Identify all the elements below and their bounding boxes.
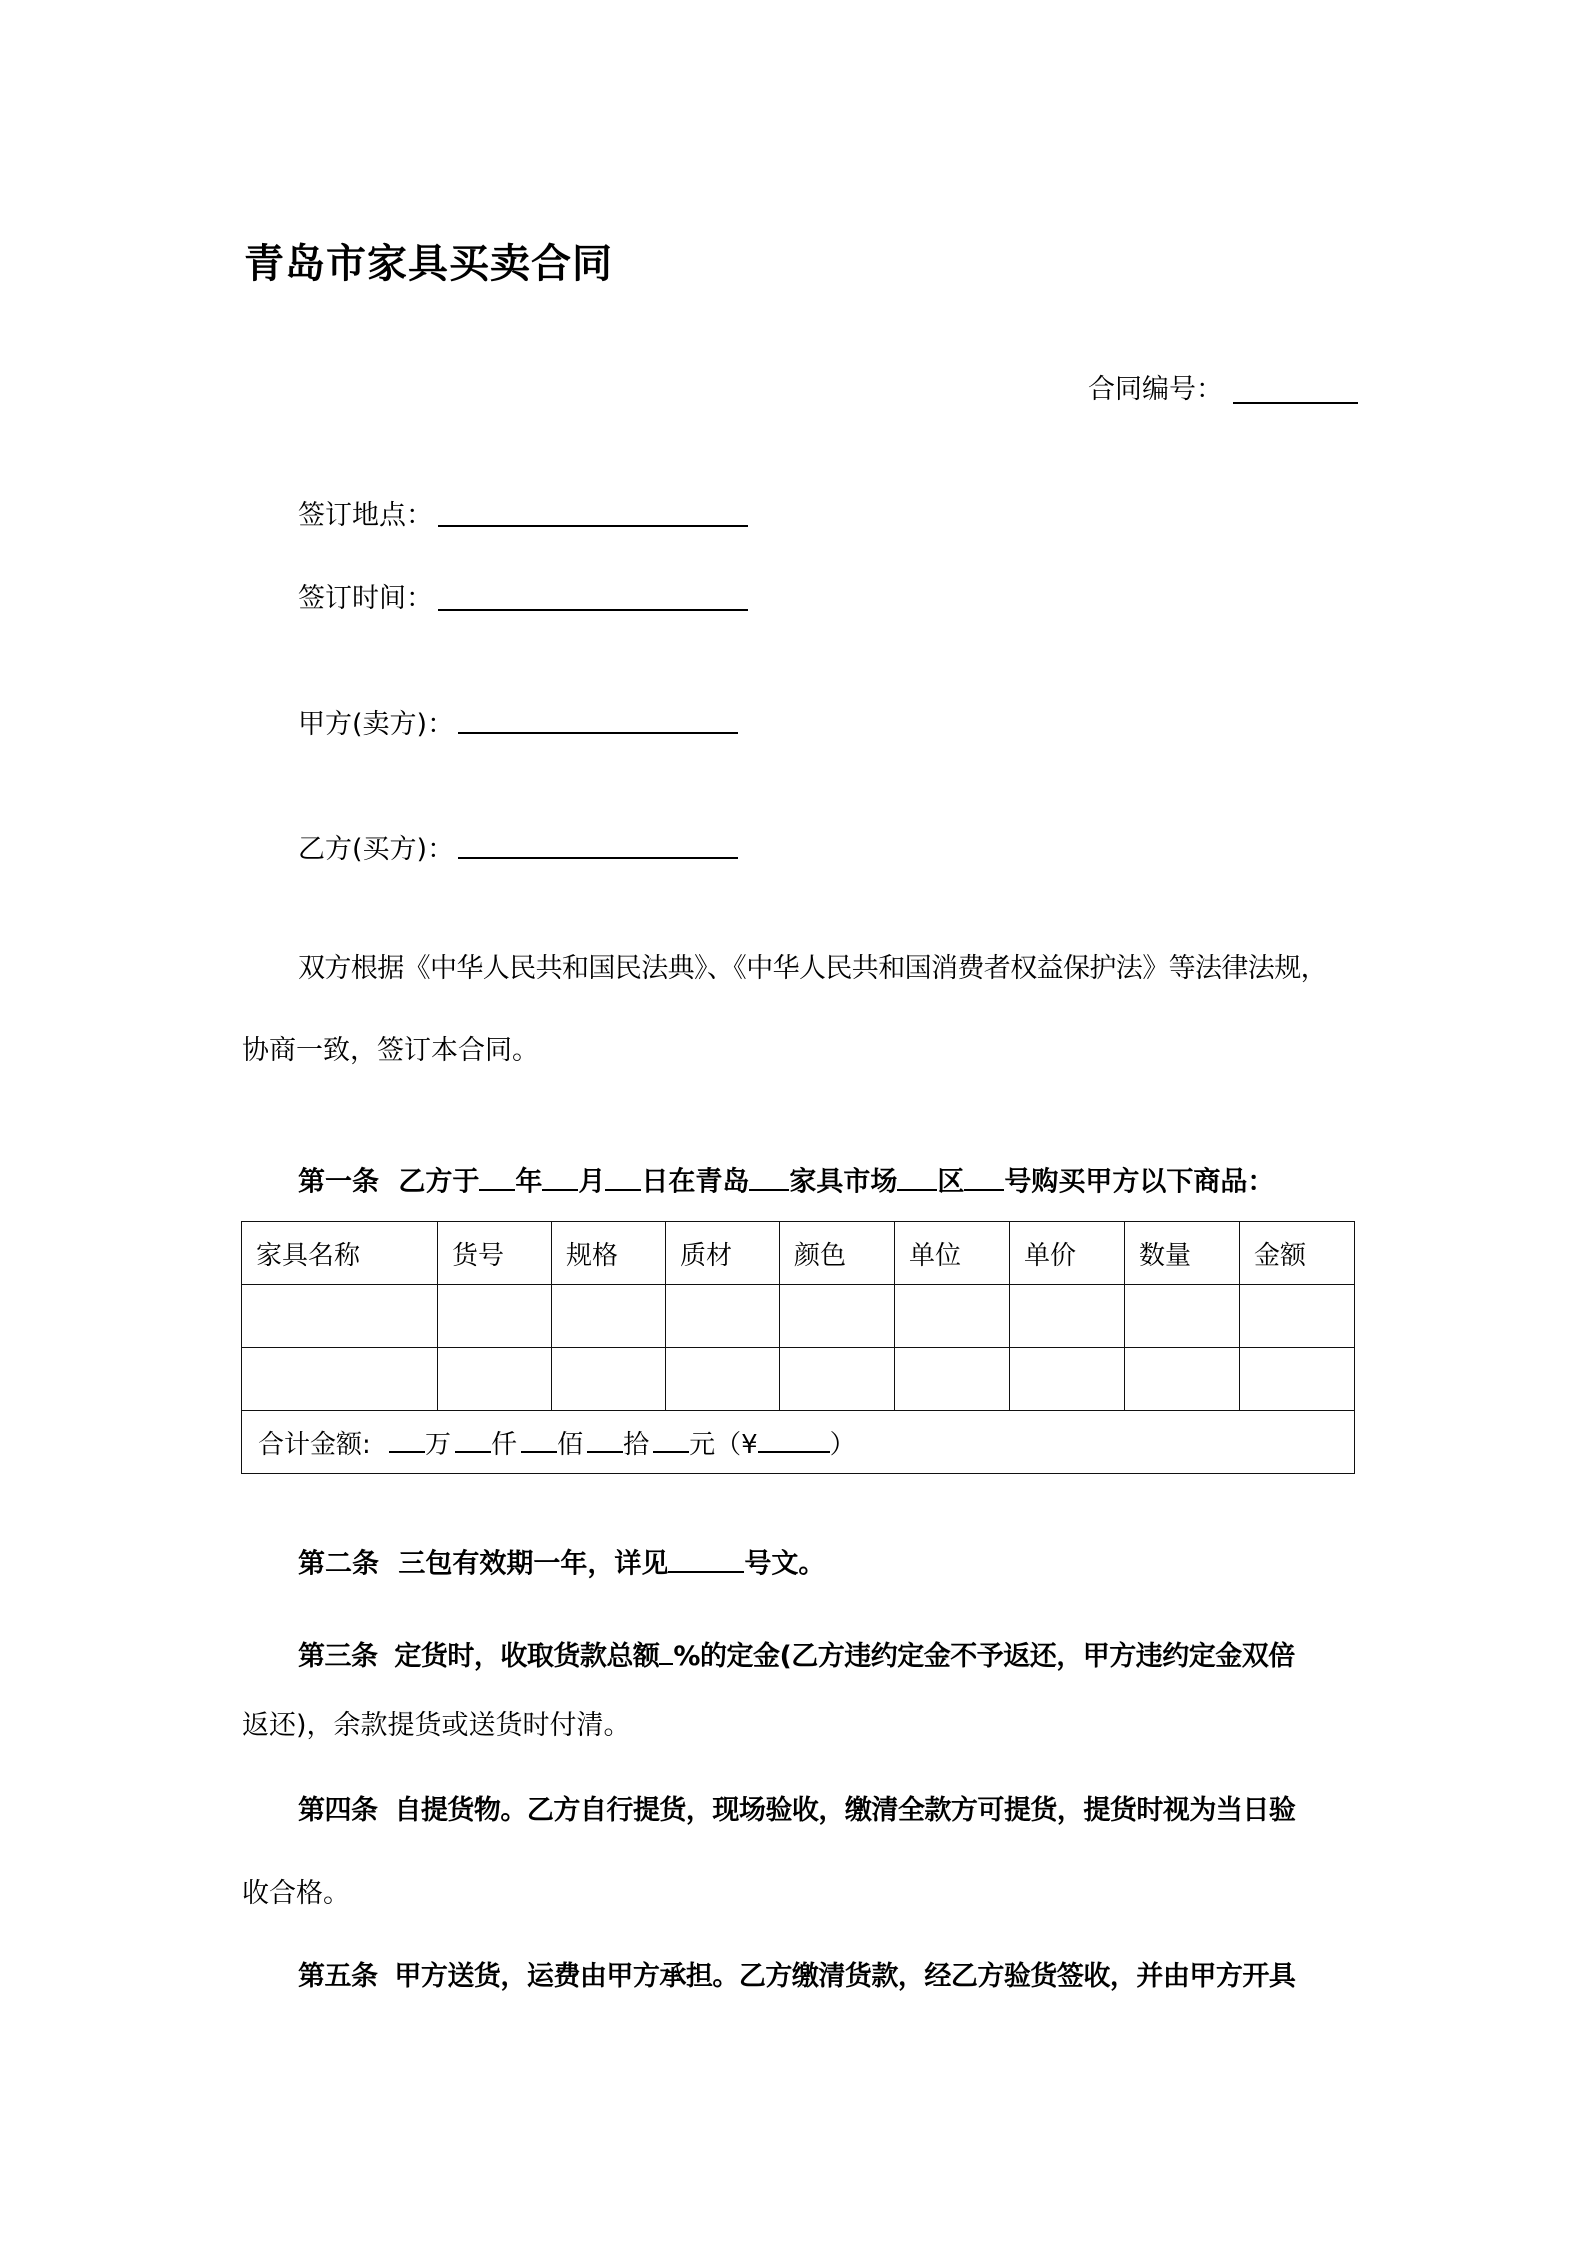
table-cell[interactable]: [552, 1348, 666, 1411]
table-cell[interactable]: [438, 1285, 552, 1348]
table-cell[interactable]: [780, 1348, 895, 1411]
article-1-text: 乙方于: [398, 1166, 480, 1198]
unit-yuan: 元: [689, 1429, 716, 1460]
market-blank[interactable]: [749, 1163, 789, 1191]
party-b-label: 乙方(买方)：: [298, 834, 455, 865]
article-5-heading: 第五条: [298, 1961, 378, 1992]
unit-bai: 佰: [557, 1429, 584, 1460]
signing-place-label: 签订地点：: [298, 500, 433, 531]
column-header-spec: 规格: [552, 1222, 666, 1285]
yen-open: （¥: [715, 1429, 758, 1460]
unit-wan: 万: [425, 1429, 452, 1460]
table-cell[interactable]: [438, 1348, 552, 1411]
column-header-material: 质材: [666, 1222, 780, 1285]
article-1-heading: 第一条: [298, 1166, 379, 1198]
article-2-heading: 第二条: [298, 1548, 379, 1580]
preamble-line-2: 协商一致，签订本合同。: [242, 1035, 539, 1066]
article-2-text-before: 三包有效期一年，详见: [398, 1548, 669, 1580]
column-header-item-no: 货号: [438, 1222, 552, 1285]
article-2-text-after: 号文。: [744, 1548, 826, 1580]
article-4-line-1: [298, 1797, 1295, 1824]
article-3-text-after: %的定金(乙方违约定金不予返还，甲方违约定金双倍: [673, 1641, 1295, 1673]
signing-time-field[interactable]: [438, 609, 748, 611]
month-blank[interactable]: [542, 1163, 578, 1191]
column-header-amount: 金额: [1240, 1222, 1355, 1285]
article-1-day-text: 日在青岛: [641, 1166, 750, 1198]
table-cell[interactable]: [242, 1348, 438, 1411]
deposit-percent-blank[interactable]: [659, 1628, 673, 1665]
article-3-line-1: [298, 1628, 1295, 1673]
signing-place-field[interactable]: [438, 525, 748, 527]
district-blank[interactable]: [897, 1163, 937, 1191]
qian-blank[interactable]: [455, 1426, 491, 1453]
table-cell[interactable]: [895, 1348, 1010, 1411]
article-2: [298, 1545, 825, 1578]
article-3-heading: 第三条: [298, 1641, 378, 1673]
table-cell[interactable]: [552, 1285, 666, 1348]
table-header-row: [242, 1222, 1355, 1285]
table-cell[interactable]: [780, 1285, 895, 1348]
table-cell[interactable]: [1010, 1285, 1125, 1348]
wan-blank[interactable]: [389, 1426, 425, 1453]
yen-amount-blank[interactable]: [758, 1426, 830, 1453]
table-cell[interactable]: [1125, 1348, 1240, 1411]
table-cell[interactable]: [1240, 1348, 1355, 1411]
column-header-furniture-name: 家具名称: [242, 1222, 438, 1285]
article-5-line-1: [298, 1963, 1295, 1990]
warranty-doc-blank[interactable]: [668, 1545, 744, 1573]
table-row: [242, 1348, 1355, 1411]
article-1-year-text: 年: [515, 1166, 543, 1198]
party-b-field[interactable]: [458, 857, 738, 859]
article-4-heading: 第四条: [298, 1795, 378, 1826]
yuan-blank[interactable]: [653, 1426, 689, 1453]
article-3-text-before: 定货时，收取货款总额: [394, 1641, 660, 1673]
table-cell[interactable]: [666, 1285, 780, 1348]
shi-blank[interactable]: [587, 1426, 623, 1453]
document-title: 青岛市家具买卖合同: [244, 241, 613, 287]
day-blank[interactable]: [605, 1163, 641, 1191]
table-cell[interactable]: [895, 1285, 1010, 1348]
article-1-market-text: 家具市场: [789, 1166, 898, 1198]
number-blank[interactable]: [964, 1163, 1004, 1191]
table-total-row: [242, 1411, 1355, 1474]
contract-number-field[interactable]: [1233, 402, 1358, 404]
signing-time-label: 签订时间：: [298, 583, 433, 614]
article-1-month-text: 月: [578, 1166, 606, 1198]
table-cell[interactable]: [1240, 1285, 1355, 1348]
article-3-line-2: 返还)，余款提货或送货时付清。: [242, 1710, 631, 1741]
table-cell[interactable]: [1125, 1285, 1240, 1348]
article-1-district-text: 区: [937, 1166, 965, 1198]
column-header-unit: 单位: [895, 1222, 1010, 1285]
year-blank[interactable]: [479, 1163, 515, 1191]
total-amount-label: 合计金额:: [258, 1429, 371, 1460]
unit-shi: 拾: [623, 1429, 650, 1460]
unit-qian: 仟: [491, 1429, 518, 1460]
goods-table: [241, 1221, 1355, 1474]
yen-close: ）: [829, 1429, 856, 1460]
column-header-color: 颜色: [780, 1222, 895, 1285]
table-cell[interactable]: [1010, 1348, 1125, 1411]
table-cell[interactable]: [666, 1348, 780, 1411]
contract-number-label: 合同编号：: [1088, 374, 1223, 405]
table-cell[interactable]: [242, 1285, 438, 1348]
table-row: [242, 1285, 1355, 1348]
article-1: [298, 1163, 1274, 1196]
column-header-unit-price: 单价: [1010, 1222, 1125, 1285]
article-4-text: 自提货物。乙方自行提货，现场验收，缴清全款方可提货，提货时视为当日验: [394, 1795, 1296, 1826]
article-5-text: 甲方送货，运费由甲方承担。乙方缴清货款，经乙方验货签收，并由甲方开具: [394, 1961, 1296, 1992]
total-amount-cell: [242, 1411, 1355, 1474]
party-a-label: 甲方(卖方)：: [298, 709, 455, 740]
column-header-quantity: 数量: [1125, 1222, 1240, 1285]
article-4-line-2: 收合格。: [242, 1878, 350, 1909]
preamble-line-1: 双方根据《中华人民共和国民法典》、《中华人民共和国消费者权益保护法》等法律法规，: [298, 953, 1327, 984]
article-1-tail-text: 号购买甲方以下商品：: [1004, 1166, 1275, 1198]
bai-blank[interactable]: [521, 1426, 557, 1453]
party-a-field[interactable]: [458, 732, 738, 734]
